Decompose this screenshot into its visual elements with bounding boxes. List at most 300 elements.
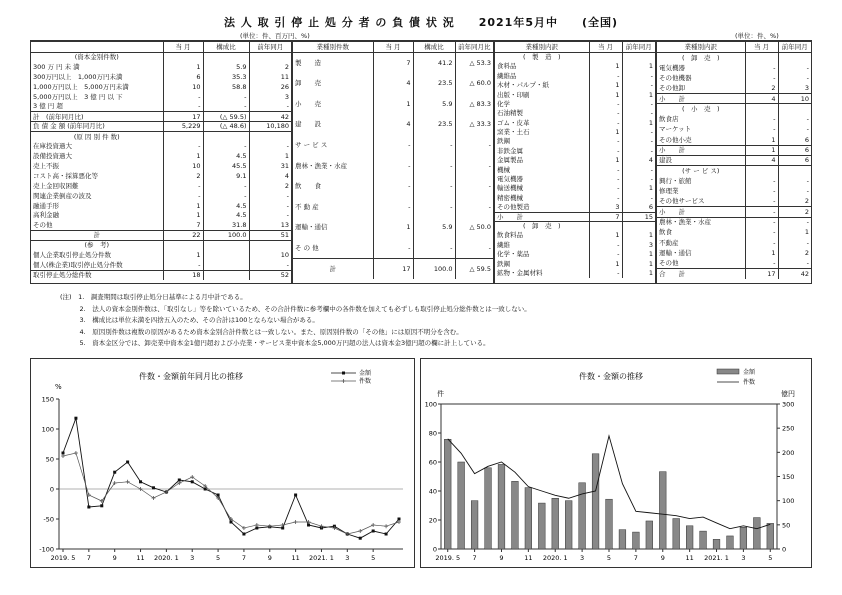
cell-value: -	[455, 238, 493, 259]
bar-amount	[713, 539, 720, 549]
row-label: 個人(株企業)取引停止処分件数	[33, 260, 123, 269]
table-row	[495, 156, 655, 165]
legend-label: 件数	[743, 379, 756, 386]
note-line: 5. 資本金区分では、卸売業中資本金1億円超および小売業・サービス業中資本金5,000万円超の法人は資本金3億円超の欄に計上している。	[60, 339, 490, 348]
table-row	[657, 63, 811, 73]
cell-value: -	[589, 71, 622, 80]
bar-amount	[512, 481, 519, 549]
x-tick-label: 11	[685, 554, 694, 562]
row-label: 輸送機械	[497, 184, 523, 193]
x-tick-label: 3	[345, 554, 350, 562]
cell-value: -	[589, 165, 622, 174]
cell-value	[203, 132, 249, 142]
y-tick-left-label: 0	[432, 545, 437, 554]
table-row	[495, 62, 655, 71]
table-row	[495, 212, 655, 221]
bar-amount	[538, 503, 545, 549]
table-row	[495, 137, 655, 146]
row-label: 小 計	[657, 207, 745, 217]
data-point-count	[126, 480, 130, 484]
cell-value	[745, 166, 778, 176]
cell-value: -	[373, 176, 413, 197]
table-row	[657, 104, 811, 114]
bar-amount	[767, 523, 774, 549]
row-label: 飲食料品	[497, 231, 523, 240]
cell-value: 3	[778, 83, 811, 93]
table-row	[657, 94, 811, 104]
cell-value: -	[745, 228, 778, 238]
cell-value: -	[778, 186, 811, 196]
table-row	[657, 114, 811, 124]
cell-value	[778, 104, 811, 114]
cell-value: -	[413, 176, 455, 197]
table-row	[657, 228, 811, 238]
row-label: 窯業・土石	[497, 128, 530, 137]
note-line: 3. 構成比は単位未満を四捨五入のため、その合計は100とならない場合がある。	[60, 316, 319, 325]
row-label: サ ー ビ ス	[295, 140, 328, 149]
cell-value: 4	[622, 156, 655, 165]
cell-value: -	[373, 135, 413, 156]
cell-value: 5.9	[413, 217, 455, 238]
cell-value: 45.5	[203, 161, 249, 171]
cell-value: 35.3	[203, 72, 249, 82]
row-label: 食料品	[497, 62, 517, 71]
cell-value: 22	[163, 231, 203, 241]
table-row	[31, 82, 291, 92]
bar-amount	[592, 454, 599, 549]
row-label: 金属製品	[497, 156, 523, 165]
cell-value	[589, 53, 622, 62]
cell-value	[778, 166, 811, 176]
data-point-count	[61, 454, 65, 458]
cell-value: 2	[778, 248, 811, 258]
cell-value: -	[622, 175, 655, 184]
table-row	[657, 248, 811, 258]
cell-value: 13	[249, 221, 291, 231]
page-title: 法 人 取 引 停 止 処 分 者 の 負 債 状 況 2021年5月中 (全国)	[223, 16, 619, 29]
y-tick-left-label: 60	[428, 458, 437, 467]
column-header: 構成比	[203, 42, 249, 53]
cell-value: -	[203, 142, 249, 152]
footnotes	[60, 292, 531, 350]
table-industry-count	[292, 40, 494, 284]
data-point-count	[307, 520, 311, 524]
cell-value: △ 33.3	[455, 114, 493, 135]
cell-value: 1	[589, 231, 622, 240]
cell-value: -	[589, 184, 622, 193]
bar-amount	[444, 439, 451, 549]
cell-value: 10	[778, 94, 811, 104]
cell-value	[249, 240, 291, 250]
cell-value: △ 59.5	[455, 258, 493, 279]
cell-value: -	[249, 102, 291, 112]
table-row	[657, 125, 811, 135]
x-tick-label: 7	[472, 554, 477, 562]
table-row	[31, 122, 291, 132]
cell-value: 31.8	[203, 221, 249, 231]
row-label: 電気機器	[659, 63, 685, 72]
table-row	[495, 118, 655, 127]
table-row	[293, 135, 493, 156]
row-label: 関連企業倒産の波及	[33, 191, 92, 200]
table-industry-breakdown-1	[494, 40, 656, 284]
cell-value: -	[745, 217, 778, 227]
cell-value: 1	[163, 201, 203, 211]
bar-amount	[485, 468, 492, 549]
x-tick-label: 2019. 5	[50, 554, 76, 562]
cell-value	[203, 53, 249, 63]
table-row	[293, 197, 493, 218]
x-tick-label: 9	[112, 554, 117, 562]
row-label: 高利金融	[33, 211, 59, 220]
cell-value: -	[778, 63, 811, 73]
cell-value: 2	[163, 171, 203, 181]
bar-amount	[619, 530, 626, 549]
cell-value	[203, 250, 249, 260]
table-row	[657, 207, 811, 217]
x-tick-label: 5	[371, 554, 376, 562]
cell-value: 1	[589, 128, 622, 137]
row-label: 300 万 円 未 満	[33, 63, 80, 72]
row-label: 計 (前年同月比)	[31, 112, 163, 122]
row-label: 飲食	[659, 228, 672, 237]
table-row	[31, 270, 291, 280]
column-header: 業種別件数	[293, 42, 373, 53]
x-tick-label: 11	[524, 554, 533, 562]
cell-value: 10,180	[249, 122, 291, 132]
bar-amount	[525, 488, 532, 549]
table-row	[31, 72, 291, 82]
row-label: その他サービス	[659, 197, 705, 206]
y-tick-right-label: 250	[782, 424, 795, 433]
data-point-amount	[372, 530, 375, 533]
y-tick-left-label: 20	[428, 516, 437, 525]
row-label: その他小売	[659, 135, 692, 144]
cell-value: (△ 48.6)	[203, 122, 249, 132]
bar-amount	[753, 518, 760, 549]
cell-value: -	[745, 114, 778, 124]
cell-value: 17	[373, 258, 413, 279]
data-point-count	[74, 451, 78, 455]
cell-value: 1	[622, 90, 655, 99]
column-header: 業種別内訳	[495, 42, 589, 53]
cell-value: 1	[163, 62, 203, 72]
table-row	[657, 73, 811, 83]
y-tick-label: 0	[49, 485, 54, 494]
row-label: 建設	[657, 155, 745, 165]
row-label: 小 計	[495, 212, 589, 221]
y-tick-right-label: 200	[782, 448, 795, 457]
row-label: 機械	[497, 165, 510, 174]
cell-value: -	[745, 258, 778, 268]
note-line: 4. 原因別件数は複数の原因があるため資本金別合計件数とは一致しない。また、原因別件数の「その他」には原因不明分を含む。	[60, 327, 463, 336]
cell-value: -	[622, 109, 655, 118]
cell-value: 26	[249, 82, 291, 92]
legend-label: 金額	[743, 369, 756, 376]
table-row	[657, 83, 811, 93]
data-point-amount	[139, 480, 142, 483]
cell-value: 5.9	[413, 94, 455, 115]
table-row	[495, 128, 655, 137]
x-tick-label: 2019. 5	[435, 554, 461, 562]
table-row	[495, 71, 655, 80]
cell-value: 6	[778, 135, 811, 145]
table-row	[495, 231, 655, 240]
cell-value: -	[589, 240, 622, 249]
chart-title: 件数・金額の推移	[579, 372, 643, 381]
bar-amount	[471, 501, 478, 549]
chart-count-amount-svg	[421, 359, 813, 569]
row-label: 建 設	[295, 120, 321, 129]
data-point-amount	[152, 486, 155, 489]
row-label: 電気機器	[497, 175, 523, 184]
row-label: 5,000万円以上 3 億 円 以 下	[33, 92, 123, 101]
cell-value: -	[203, 191, 249, 201]
cell-value: 1	[163, 250, 203, 260]
row-label: 3 億 円 超	[33, 102, 63, 111]
cell-value: 4	[745, 94, 778, 104]
y-tick-right-label: 50	[782, 521, 791, 530]
note-line: (注) 1. 調査期間は取引停止処分日基準による月中計である。	[60, 293, 247, 301]
x-tick-label: 3	[741, 554, 746, 562]
row-label: (参 考)	[31, 240, 163, 250]
y-tick-label: 100	[41, 425, 54, 434]
cell-value: 3	[249, 92, 291, 102]
column-header: 当 月	[163, 42, 203, 53]
cell-value	[622, 53, 655, 62]
cell-value: 17	[163, 112, 203, 122]
column-header: 前年同月	[778, 42, 811, 53]
cell-value: 51	[249, 231, 291, 241]
table-row	[657, 217, 811, 227]
table-row	[657, 197, 811, 207]
cell-value: -	[589, 118, 622, 127]
table-row	[31, 102, 291, 112]
cell-value: -	[413, 155, 455, 176]
table-industry-breakdown-2	[656, 40, 812, 284]
cell-value: -	[413, 238, 455, 259]
data-point-count	[371, 523, 375, 527]
cell-value	[203, 240, 249, 250]
column-header: 前年同月比	[455, 42, 493, 53]
cell-value: 2	[778, 207, 811, 217]
y-axis-label: %	[55, 383, 62, 391]
cell-value: 1	[163, 151, 203, 161]
cell-value	[203, 260, 249, 270]
row-label: (サ ー ビ ス)	[657, 166, 745, 176]
cell-value: 4	[249, 171, 291, 181]
column-header: 当 月	[745, 42, 778, 53]
cell-value: -	[589, 146, 622, 155]
row-label: 繊維品	[497, 71, 517, 80]
x-tick-label: 2021. 1	[704, 554, 729, 562]
row-label: (原 因 別 件 数)	[31, 132, 163, 142]
note-line: 2. 法人の資本金別件数は、「取引なし」等を除いているため、その合計件数に参考欄中の各件数を加えても必ずしも取引停止処分総件数とは一致しない。	[60, 304, 531, 313]
cell-value: 1	[745, 135, 778, 145]
cell-value: 6	[163, 72, 203, 82]
cell-value: -	[455, 176, 493, 197]
cell-value: -	[589, 109, 622, 118]
chart-title: 件数・金額前年同月比の推移	[139, 372, 243, 381]
cell-value: 1	[589, 259, 622, 268]
table-row	[495, 259, 655, 268]
y-tick-label: -50	[43, 515, 54, 524]
data-point-count	[358, 529, 362, 533]
table-row	[495, 184, 655, 193]
table-row	[293, 217, 493, 238]
table-row	[31, 181, 291, 191]
cell-value: 18	[163, 270, 203, 280]
row-label: 個人企業取引停止処分件数	[33, 251, 111, 259]
cell-value	[778, 53, 811, 63]
cell-value: 6	[778, 155, 811, 165]
x-tick-label: 9	[499, 554, 504, 562]
table-row	[293, 155, 493, 176]
data-point-amount	[74, 417, 77, 420]
row-label: 鉱物・金属材料	[497, 268, 543, 277]
cell-value: -	[745, 73, 778, 83]
cell-value: 41.2	[413, 53, 455, 74]
table-row	[293, 258, 493, 279]
cell-value: -	[589, 193, 622, 202]
cell-value: △ 53.3	[455, 53, 493, 74]
cell-value: 7	[589, 212, 622, 221]
cell-value: 31	[249, 161, 291, 171]
x-tick-label: 5	[216, 554, 221, 562]
x-tick-label: 11	[136, 554, 145, 562]
cell-value: △ 60.0	[455, 73, 493, 94]
bar-amount	[565, 501, 572, 549]
cell-value: 1	[163, 211, 203, 221]
table-row	[293, 114, 493, 135]
data-point-amount	[87, 506, 90, 509]
y-tick-left-label: 40	[428, 487, 437, 496]
unit-note-left: (単位：件、百万円、%)	[240, 32, 310, 40]
x-tick-label: 9	[660, 554, 665, 562]
cell-value: 1	[589, 81, 622, 90]
row-label: 小 売	[295, 99, 321, 108]
table-row	[495, 146, 655, 155]
cell-value	[203, 270, 249, 280]
row-label: ゴム・皮革	[497, 118, 530, 127]
row-label: その他	[33, 221, 53, 230]
bar-amount	[552, 498, 559, 549]
row-label: 小 計	[657, 145, 745, 155]
table-row	[495, 90, 655, 99]
cell-value: 42	[249, 112, 291, 122]
cell-value: -	[622, 99, 655, 108]
row-label: 木材・パルプ・紙	[497, 81, 549, 90]
cell-value: -	[778, 258, 811, 268]
cell-value: -	[745, 63, 778, 73]
table-row	[31, 142, 291, 152]
x-tick-label: 2021. 1	[309, 554, 334, 562]
cell-value: 23.5	[413, 73, 455, 94]
cell-value: 1	[622, 184, 655, 193]
table-row	[495, 99, 655, 108]
cell-value: 100.0	[413, 258, 455, 279]
cell-value: -	[163, 181, 203, 191]
cell-value: -	[778, 217, 811, 227]
cell-value: -	[589, 250, 622, 259]
table-row	[31, 92, 291, 102]
cell-value: 1	[589, 90, 622, 99]
cell-value: -	[413, 135, 455, 156]
y-axis-right-label: 億円	[781, 390, 795, 398]
cell-value: -	[249, 191, 291, 201]
cell-value: -	[163, 142, 203, 152]
table-row	[31, 240, 291, 250]
column-header: 前年同月	[249, 42, 291, 53]
table-row	[495, 268, 655, 277]
cell-value: -	[373, 238, 413, 259]
row-label: ( 卸 売 )	[681, 53, 720, 62]
table-row	[31, 231, 291, 241]
bar-amount	[673, 519, 680, 549]
row-label: ( 製 造 )	[522, 53, 561, 62]
cell-value: -	[778, 73, 811, 83]
cell-value: 1	[745, 145, 778, 155]
row-label: 計	[293, 258, 373, 279]
cell-value: 4.5	[203, 151, 249, 161]
row-label: 鉄鋼	[497, 137, 510, 146]
y-tick-right-label: 0	[782, 545, 787, 554]
row-label: 農林・漁業・水産	[295, 161, 347, 170]
cell-value: 52	[249, 270, 291, 280]
y-tick-right-label: 100	[782, 497, 795, 506]
data-point-amount	[294, 494, 297, 497]
cell-value: 3	[622, 240, 655, 249]
cell-value: -	[455, 135, 493, 156]
data-point-count	[255, 523, 259, 527]
cell-value: -	[163, 191, 203, 201]
cell-value: -	[622, 193, 655, 202]
row-label: (資本金別件数)	[74, 53, 119, 62]
row-label: 計	[31, 231, 163, 241]
table-row	[657, 145, 811, 155]
cell-value: 1	[622, 231, 655, 240]
cell-value: (△ 59.5)	[203, 112, 249, 122]
column-header: 業種別内訳	[657, 42, 745, 53]
cell-value: -	[373, 197, 413, 218]
cell-value: -	[745, 186, 778, 196]
cell-value: 6	[778, 145, 811, 155]
cell-value: -	[589, 175, 622, 184]
cell-value: 4.5	[203, 201, 249, 211]
table-row	[657, 176, 811, 186]
row-label: 化学	[497, 99, 510, 108]
table-row	[495, 165, 655, 174]
cell-value: 10	[163, 82, 203, 92]
cell-value: 1	[622, 118, 655, 127]
table-row	[31, 191, 291, 201]
row-label: 運輸・通信	[659, 249, 692, 258]
cell-value: -	[622, 165, 655, 174]
cell-value: -	[622, 137, 655, 146]
row-label: コスト高・採算悪化等	[33, 171, 98, 180]
cell-value: 5,229	[163, 122, 203, 132]
x-tick-label: 7	[86, 554, 91, 562]
cell-value: -	[203, 92, 249, 102]
cell-value: 58.8	[203, 82, 249, 92]
cell-value: -	[745, 197, 778, 207]
cell-value: -	[622, 81, 655, 90]
table-row	[293, 53, 493, 74]
table-row	[31, 112, 291, 122]
chart-yoy-change	[30, 358, 415, 568]
cell-value: 10	[249, 250, 291, 260]
row-label: 300万円以上 1,000万円未満	[33, 72, 123, 81]
